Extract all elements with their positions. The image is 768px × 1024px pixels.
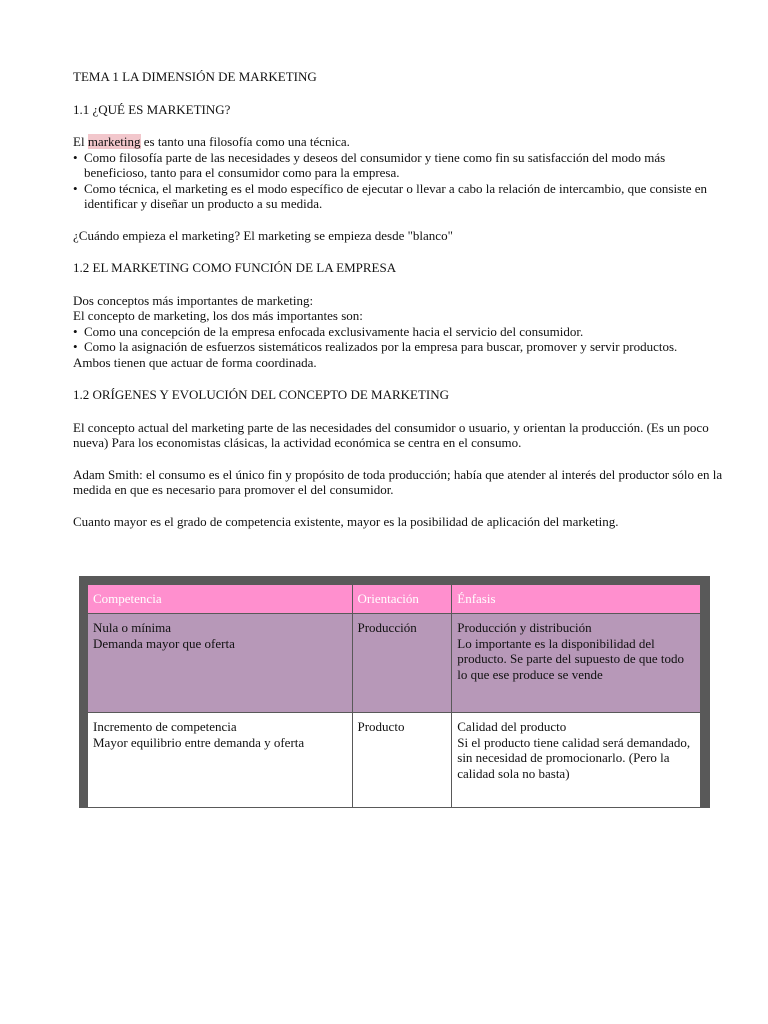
table-row [88, 614, 701, 713]
competition-table [87, 584, 701, 808]
paragraph-line: Ambos tienen que actuar de forma coordinada. [73, 354, 317, 370]
document-body [73, 66, 723, 529]
cell-line: Mayor equilibrio entre demanda y oferta [93, 734, 305, 750]
cell-line: Demanda mayor que oferta [93, 635, 235, 651]
cell-line: Nula o mínima [93, 620, 171, 635]
paragraph-line: El concepto de marketing, los dos más importantes son: [73, 308, 363, 323]
header-cell-orientacion: Orientación [352, 585, 452, 614]
paragraph: Adam Smith: el consumo es el único fin y propósito de toda producción; había que atender al interés del productor sólo en la medida en que es necesario para promover el del consumidor. [73, 466, 723, 497]
question-line: ¿Cuándo empieza el marketing? El marketing se empieza desde "blanco" [73, 227, 453, 243]
section1-bullet-list [73, 150, 723, 212]
paragraph: El concepto actual del marketing parte de las necesidades del consumidor o usuario, y orientan la producción. (Es un poco nueva) Para los economistas clásicas, la actividad económica se centra en el consumo. [73, 419, 709, 450]
cell-line: Si el producto tiene calidad será demandado, sin necesidad de promocionarlo. (Pero la calidad sola no basta) [457, 734, 691, 781]
section-heading-origins: 1.2 ORÍGENES Y EVOLUCIÓN DEL CONCEPTO DE MARKETING [73, 387, 450, 402]
bullet-item: • Como filosofía parte de las necesidades y deseos del consumidor y tiene como fin su satisfacción del modo más beneficioso, tanto para el consumidor como para la empresa. [73, 150, 723, 181]
paragraph-line: Dos conceptos más importantes de marketing: [73, 292, 314, 308]
table-row [88, 713, 701, 808]
table-cell: Producción [352, 614, 452, 713]
table-cell [452, 713, 701, 808]
section-heading-1-2: 1.2 EL MARKETING COMO FUNCIÓN DE LA EMPRESA [73, 260, 397, 275]
cell-line: Producción y distribución [457, 620, 592, 635]
section2-bullet-list [73, 324, 723, 355]
cell-line: Incremento de competencia [93, 719, 237, 734]
table-header-row [88, 585, 701, 614]
cell-line: Lo importante es la disponibilidad del producto. Se parte del supuesto de que todo lo que ese produce se vende [457, 635, 684, 682]
table-cell: Producto [352, 713, 452, 808]
header-cell-competencia: Competencia [88, 585, 353, 614]
document-title: TEMA 1 LA DIMENSIÓN DE MARKETING [73, 69, 317, 84]
table-cell [88, 614, 353, 713]
highlighted-word: marketing [87, 134, 141, 149]
table-cell [452, 614, 701, 713]
paragraph: Cuanto mayor es el grado de competencia existente, mayor es la posibilidad de aplicación del marketing. [73, 513, 619, 529]
bullet-item: • Como técnica, el marketing es el modo específico de ejecutar o llevar a cabo la relación de intercambio, que consiste en identificar y diseñar un producto a su medida. [73, 181, 723, 212]
intro-post-text: es tanto una filosofía como una técnica. [140, 134, 350, 149]
table-cell [88, 713, 353, 808]
header-cell-enfasis: Énfasis [452, 585, 701, 614]
bullet-item: • Como la asignación de esfuerzos sistemáticos realizados por la empresa para buscar, promover y servir productos. [73, 339, 723, 355]
intro-paragraph [73, 134, 723, 150]
bullet-item: • Como una concepción de la empresa enfocada exclusivamente hacia el servicio del consumidor. [73, 324, 723, 340]
cell-line: Calidad del producto [457, 719, 567, 734]
competition-table-frame [79, 576, 710, 808]
intro-pre-text: El [73, 134, 88, 149]
section-heading-1-1: 1.1 ¿QUÉ ES MARKETING? [73, 101, 231, 117]
